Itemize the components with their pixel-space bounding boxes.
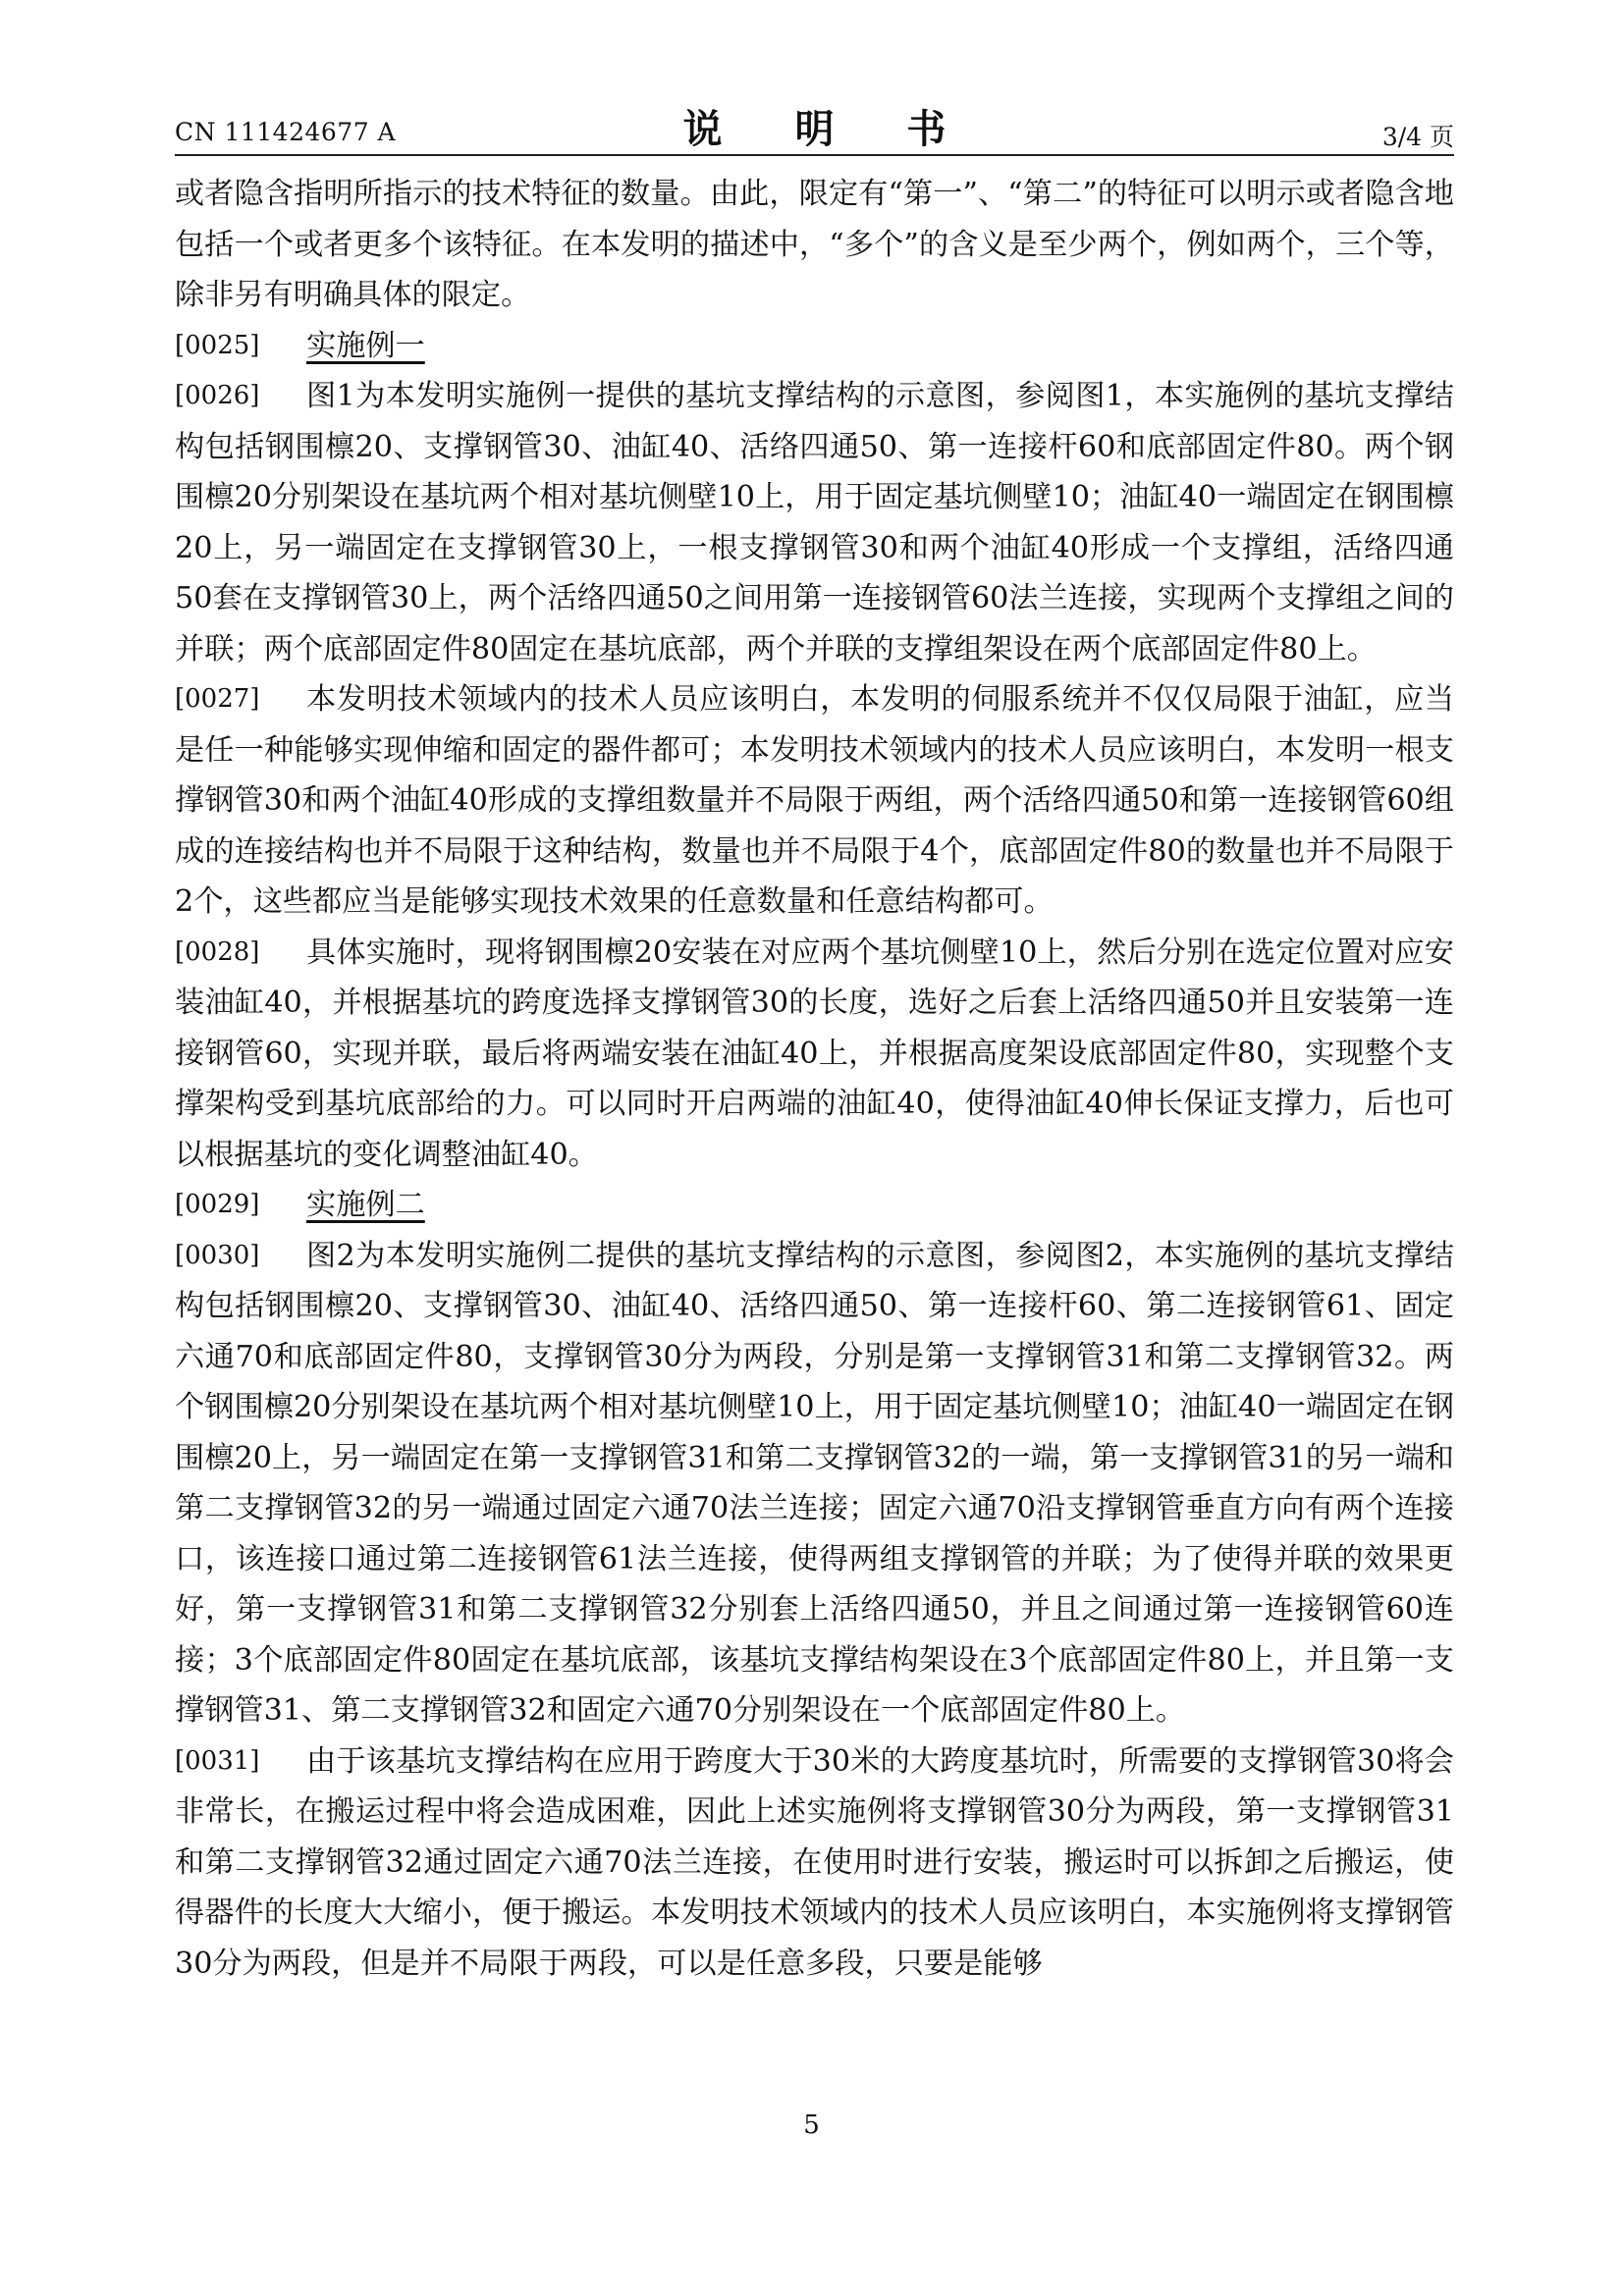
paragraph-text: 或者隐含指明所指示的技术特征的数量。由此，限定有“第一”、“第二”的特征可以明示或者隐含地包括一个或者更多个该特征。在本发明的描述中，“多个”的含义是至少两个，例如两个，三个等，除非另有明确具体的限定。 [175,177,1454,312]
paragraph-number: [0025] [175,330,260,360]
paragraph-text: 图2为本发明实施例二提供的基坑支撑结构的示意图，参阅图2，本实施例的基坑支撑结构包括钢围檩20、支撑钢管30、油缸40、活络四通50、第一连接杆60、第二连接钢管61、固定六通70和底部固定件80，支撑钢管30分为两段，分别是第一支撑钢管31和第二支撑钢管32。两个钢围檩20分别架设在基坑两个相对基坑侧壁10上，用于固定基坑侧壁10；油缸40一端固定在钢围檩20上，另一端固定在第一支撑钢管31和第二支撑钢管32的一端，第一支撑钢管31的另一端和第二支撑钢管32的另一端通过固定六通70法兰连接；固定六通70沿支撑钢管垂直方向有两个连接口，该连接口通过第二连接钢管61法兰连接，使得两组支撑钢管的并联；为了使得并联的效果更好，第一支撑钢管31和第二支撑钢管32分别套上活络四通50，并且之间通过第一连接钢管60连接；3个底部固定件80固定在基坑底部，该基坑支撑结构架设在3个底部固定件80上，并且第一支撑钢管31、第二支撑钢管32和固定六通70分别架设在一个底部固定件80上。 [175,1238,1454,1728]
paragraph-0025 [175,321,1454,372]
section-heading-text: 实施例二 [306,1188,425,1222]
paragraph-text: 本发明技术领域内的技术人员应该明白，本发明的伺服系统并不仅仅局限于油缸，应当是任一种能够实现伸缩和固定的器件都可；本发明技术领域内的技术人员应该明白，本发明一根支撑钢管30和两个油缸40形成的支撑组数量并不局限于两组，两个活络四通50和第一连接钢管60组成的连接结构也并不局限于这种结构，数量也并不局限于4个，底部固定件80的数量也并不局限于2个，这些都应当是能够实现技术效果的任意数量和任意结构都可。 [175,682,1454,919]
publication-number: CN 111424677 A [175,118,397,146]
paragraph-continuation [175,169,1454,321]
paragraph-text: 由于该基坑支撑结构在应用于跨度大于30米的大跨度基坑时，所需要的支撑钢管30将会非常长，在搬运过程中将会造成困难，因此上述实施例将支撑钢管30分为两段，第一支撑钢管31和第二支撑钢管32通过固定六通70法兰连接，在使用时进行安装，搬运时可以拆卸之后搬运，使得器件的长度大大缩小，便于搬运。本发明技术领域内的技术人员应该明白，本实施例将支撑钢管30分为两段，但是并不局限于两段，可以是任意多段，只要是能够 [175,1743,1454,1981]
paragraph-0031 [175,1736,1454,1990]
document-title: 说 明 书 [682,107,976,152]
paragraph-0028 [175,928,1454,1181]
paragraph-number: [0026] [175,381,260,410]
section-heading [175,321,1454,372]
page-number: 5 [803,2110,820,2140]
document-body [175,169,1454,1989]
paragraph-number: [0029] [175,1190,260,1219]
paragraph-0027 [175,674,1454,928]
paragraph-text: 具体实施时，现将钢围檩20安装在对应两个基坑侧壁10上，然后分别在选定位置对应安装油缸40，并根据基坑的跨度选择支撑钢管30的长度，选好之后套上活络四通50并且安装第一连接钢管60，实现并联，最后将两端安装在油缸40上，并根据高度架设底部固定件80，实现整个支撑架构受到基坑底部给的力。可以同时开启两端的油缸40，使得油缸40伸长保证支撑力，后也可以根据基坑的变化调整油缸40。 [175,934,1454,1172]
paragraph-0030 [175,1231,1454,1736]
page-header [175,98,1454,157]
header-rule [175,154,1454,156]
page-of-count: 3/4 页 [1381,123,1454,151]
section-heading [175,1180,1454,1231]
section-heading-text: 实施例一 [306,328,425,363]
paragraph-0026 [175,371,1454,674]
paragraph-0029 [175,1180,1454,1231]
paragraph-number: [0031] [175,1745,260,1776]
paragraph-text: 图1为本发明实施例一提供的基坑支撑结构的示意图，参阅图1，本实施例的基坑支撑结构包括钢围檩20、支撑钢管30、油缸40、活络四通50、第一连接杆60和底部固定件80。两个钢围檩20分别架设在基坑两个相对基坑侧壁10上，用于固定基坑侧壁10；油缸40一端固定在钢围檩20上，另一端固定在支撑钢管30上，一根支撑钢管30和两个油缸40形成一个支撑组，活络四通50套在支撑钢管30上，两个活络四通50之间用第一连接钢管60法兰连接，实现两个支撑组之间的并联；两个底部固定件80固定在基坑底部，两个并联的支撑组架设在两个底部固定件80上。 [175,379,1454,667]
paragraph-number: [0028] [175,936,260,967]
paragraph-number: [0027] [175,684,260,714]
paragraph-number: [0030] [175,1240,260,1270]
